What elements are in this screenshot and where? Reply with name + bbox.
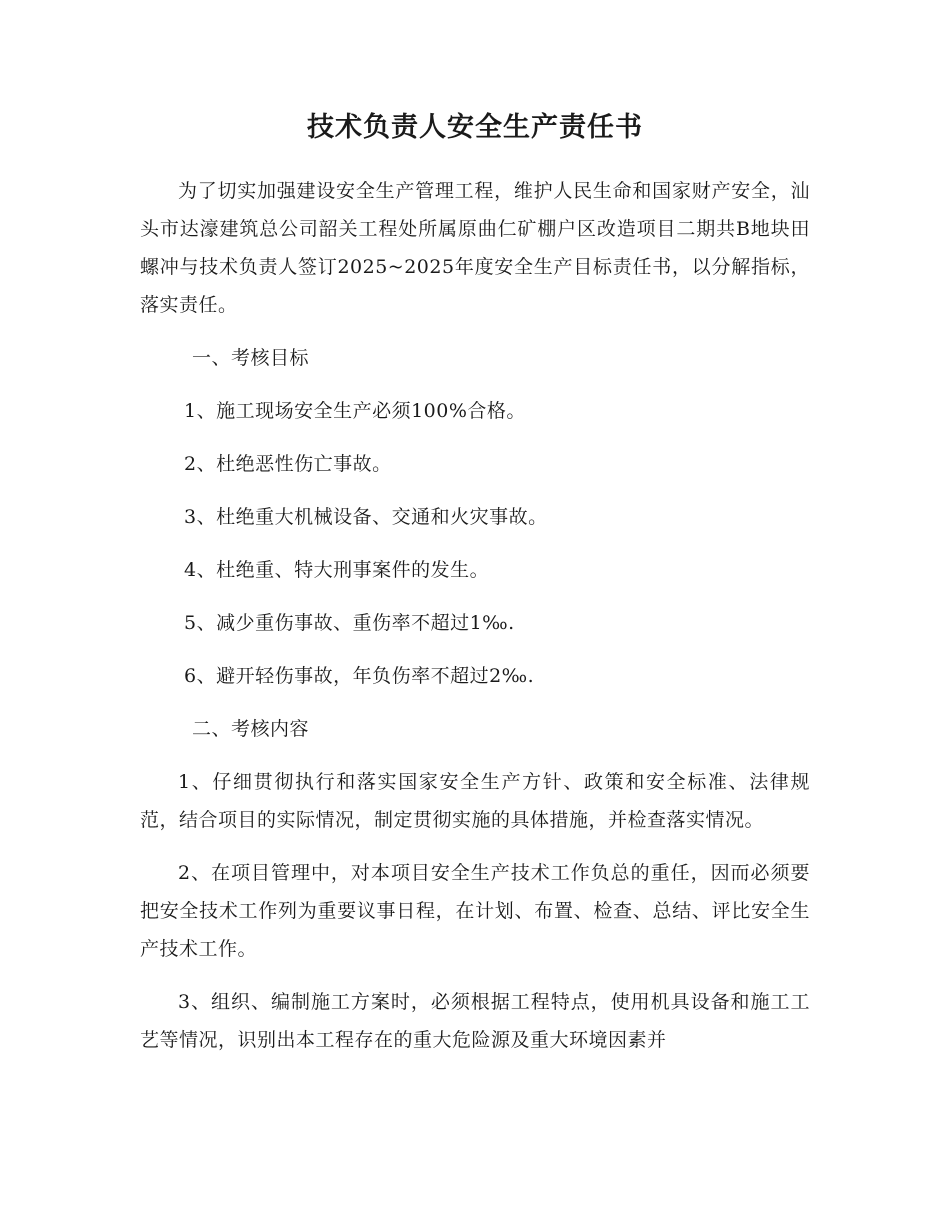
- goal-item: 2、杜绝恶性伤亡事故。: [184, 453, 392, 475]
- document-title: 技术负责人安全生产责任书: [307, 112, 643, 143]
- goal-item: 3、杜绝重大机械设备、交通和火灾事故。: [184, 506, 548, 528]
- content-paragraph: 3、组织、编制施工方案时，必须根据工程特点，使用机具设备和施工工艺等情况，识别出本工程存在的重大危险源及重大环境因素并: [140, 991, 810, 1051]
- goal-item: 6、避开轻伤事故，年负伤率不超过2‰.: [184, 665, 535, 687]
- goal-item: 5、减少重伤事故、重伤率不超过1‰.: [184, 612, 515, 634]
- goal-item: 1、施工现场安全生产必须100%合格。: [184, 400, 526, 422]
- section-heading-content: 二、考核内容: [192, 718, 310, 740]
- content-paragraph: 1、仔细贯彻执行和落实国家安全生产方针、政策和安全标准、法律规范，结合项目的实际情况，制定贯彻实施的具体措施，并检查落实情况。: [140, 771, 810, 831]
- intro-paragraph: 为了切实加强建设安全生产管理工程，维护人民生命和国家财产安全，汕头市达濠建筑总公司韶关工程处所属原曲仁矿棚户区改造项目二期共B地块田螺冲与技术负责人签订2025~2025年度安全生产目标责任书，以分解指标，落实责任。: [140, 180, 810, 316]
- section-heading-goals: 一、考核目标: [192, 347, 310, 369]
- goal-item: 4、杜绝重、特大刑事案件的发生。: [184, 559, 490, 581]
- content-paragraph: 2、在项目管理中，对本项目安全生产技术工作负总的重任，因而必须要把安全技术工作列为重要议事日程，在计划、布置、检查、总结、评比安全生产技术工作。: [140, 862, 810, 960]
